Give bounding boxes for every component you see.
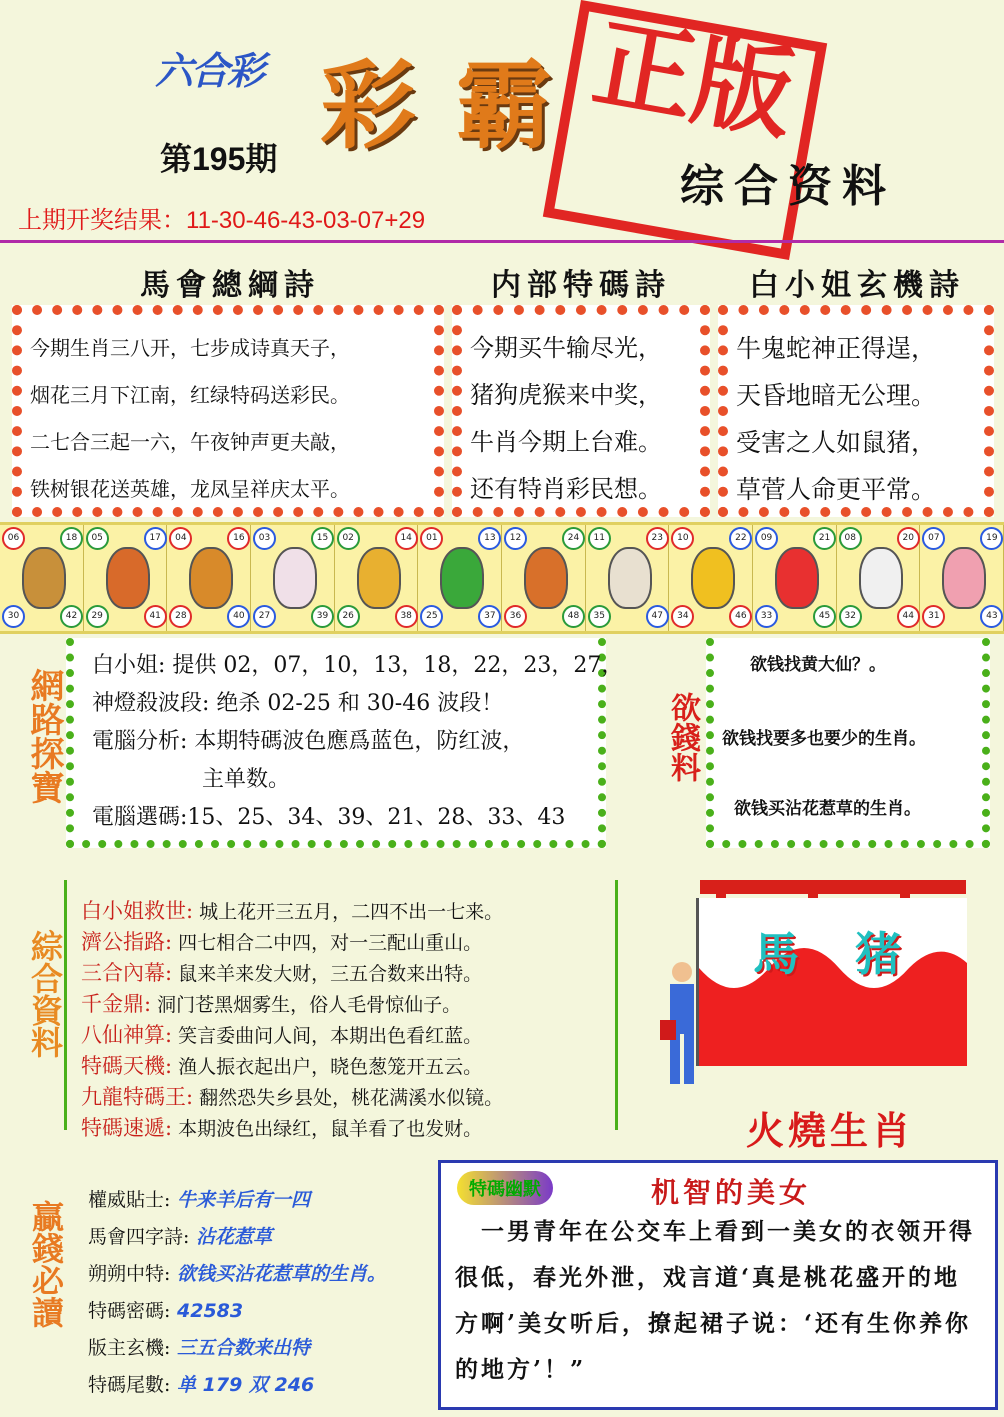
brand-title: 彩霸 xyxy=(320,49,592,162)
poem-box-horse-club xyxy=(12,305,444,517)
number-ball: 02 xyxy=(337,527,360,550)
number-ball: 43 xyxy=(980,605,1003,628)
number-ball: 19 xyxy=(980,527,1003,550)
number-ball: 24 xyxy=(562,527,585,550)
synthetic-key: 濟公指路: xyxy=(81,930,173,954)
number-ball: 10 xyxy=(671,527,694,550)
synthetic-row xyxy=(81,958,503,989)
poem-box-internal xyxy=(452,305,710,517)
zodiac-cell xyxy=(502,525,586,631)
number-ball: 17 xyxy=(144,527,167,550)
poem-line: 牛肖今期上台难。 xyxy=(470,428,662,456)
net-line: 電腦分析: 本期特碼波色應爲蓝色，防红波， xyxy=(92,729,525,754)
zodiac-animal-icon xyxy=(357,547,401,609)
zodiac-cell xyxy=(0,525,84,631)
poem-line: 铁树银花送英雄，龙凤呈祥庆太平。 xyxy=(30,477,350,501)
zodiac-animal-icon xyxy=(942,547,986,609)
net-treasure-box xyxy=(66,638,624,848)
number-ball: 36 xyxy=(504,605,527,628)
poem-line: 草菅人命更平常。 xyxy=(736,475,937,504)
header-divider xyxy=(0,240,1004,243)
win-key: 特碼尾數: xyxy=(88,1374,171,1396)
synthetic-value: 洞门苍黑烟雾生，俗人毛骨惊仙子。 xyxy=(151,994,462,1016)
number-ball: 33 xyxy=(755,605,778,628)
win-value: 沾花惹草 xyxy=(189,1226,273,1248)
net-treasure-label: 網路探寶 xyxy=(24,668,64,804)
zodiac-cell xyxy=(837,525,921,631)
zodiac-animal-icon xyxy=(440,547,484,609)
number-ball: 38 xyxy=(395,605,418,628)
poem-title-mystic: 白小姐玄機詩 xyxy=(749,268,965,303)
win-key: 權威貼士: xyxy=(88,1189,171,1211)
synthetic-value: 渔人振衣起出户，晓色葱笼开五云。 xyxy=(172,1056,483,1078)
zodiac-cell xyxy=(251,525,335,631)
zodiac-cell xyxy=(753,525,837,631)
synthetic-info-box xyxy=(64,880,618,1140)
synthetic-key: 九龍特碼王: xyxy=(81,1085,194,1109)
poem-line: 猪狗虎猴来中奖， xyxy=(470,381,662,409)
poem-line: 还有特肖彩民想。 xyxy=(470,475,662,503)
zodiac-animal-icon xyxy=(273,547,317,609)
synthetic-row xyxy=(81,1113,503,1144)
synthetic-key: 千金鼎: xyxy=(81,992,152,1016)
issue-number: 第195期 xyxy=(160,141,278,177)
synthetic-value: 笑言委曲问人间，本期出色看红蓝。 xyxy=(172,1025,483,1047)
number-ball: 46 xyxy=(729,605,752,628)
zodiac-animal-icon xyxy=(524,547,568,609)
number-ball: 34 xyxy=(671,605,694,628)
number-ball: 09 xyxy=(755,527,778,550)
number-ball: 15 xyxy=(311,527,334,550)
number-ball: 48 xyxy=(562,605,585,628)
zodiac-animal-icon xyxy=(775,547,819,609)
number-ball: 18 xyxy=(60,527,83,550)
synthetic-row xyxy=(81,1082,503,1113)
number-ball: 11 xyxy=(588,527,611,550)
joke-body: 一男青年在公交车上看到一美女的衣领开得很低，春光外泄，戏言道‘真是桃花盛开的地方啊’美女听后，撩起裙子说：‘还有生你养你的地方’！” xyxy=(455,1218,975,1383)
number-ball: 07 xyxy=(922,527,945,550)
number-ball: 01 xyxy=(420,527,443,550)
joke-box xyxy=(438,1160,998,1410)
number-ball: 32 xyxy=(839,605,862,628)
number-ball: 45 xyxy=(813,605,836,628)
synthetic-key: 八仙神算: xyxy=(81,1023,173,1047)
win-row xyxy=(88,1182,386,1219)
synthetic-value: 本期波色出绿红，鼠羊看了也发财。 xyxy=(172,1118,483,1140)
number-ball: 06 xyxy=(2,527,25,550)
number-ball: 22 xyxy=(729,527,752,550)
number-ball: 31 xyxy=(922,605,945,628)
zodiac-animal-icon xyxy=(691,547,735,609)
synthetic-key: 白小姐救世: xyxy=(81,899,194,923)
number-ball: 29 xyxy=(86,605,109,628)
stamp-text: 正版 xyxy=(585,3,803,155)
poem-line: 受害之人如鼠猪， xyxy=(736,428,937,457)
money-line: 欲钱买沾花惹草的生肖。 xyxy=(734,799,921,819)
synthetic-row xyxy=(81,989,503,1020)
win-key: 朔朔中特: xyxy=(88,1263,171,1285)
number-ball: 16 xyxy=(227,527,250,550)
synthetic-value: 翻然恐失乡县处，桃花满溪水似镜。 xyxy=(193,1087,504,1109)
win-row xyxy=(88,1293,386,1330)
last-draw-result: 上期开奖结果：11-30-46-43-03-07+29 xyxy=(18,207,426,234)
zodiac-animal-icon xyxy=(106,547,150,609)
number-ball: 08 xyxy=(839,527,862,550)
synthetic-value: 鼠来羊来发大财，三五合数来出特。 xyxy=(172,963,483,985)
net-line: 神燈殺波段: 绝杀 02-25 和 30-46 波段！ xyxy=(92,691,504,716)
net-line: 主单数。 xyxy=(202,767,291,792)
money-box xyxy=(706,638,990,848)
win-value: 三五合数来出特 xyxy=(170,1337,311,1359)
synthetic-key: 三合內幕: xyxy=(81,961,173,985)
number-ball: 20 xyxy=(897,527,920,550)
win-value: 欲钱买沾花惹草的生肖。 xyxy=(170,1263,387,1285)
joke-title: 机智的美女 xyxy=(651,1176,812,1209)
number-ball: 25 xyxy=(420,605,443,628)
zodiac-cell xyxy=(335,525,419,631)
poem-title-internal: 内部特碼詩 xyxy=(491,268,671,303)
painting-top-rail xyxy=(700,880,966,894)
number-ball: 05 xyxy=(86,527,109,550)
number-ball: 03 xyxy=(253,527,276,550)
synthetic-row xyxy=(81,927,503,958)
synthetic-value: 四七相合二中四，对一三配山重山。 xyxy=(172,932,483,954)
number-ball: 47 xyxy=(646,605,669,628)
money-label: 欲錢料 xyxy=(665,692,700,782)
joke-tag: 特碼幽默 xyxy=(457,1171,553,1205)
win-value: 42583 xyxy=(170,1300,244,1322)
win-key: 特碼密碼: xyxy=(88,1300,171,1322)
win-label: 贏錢必讀 xyxy=(27,1200,65,1328)
poem-line: 今期买牛输尽光， xyxy=(470,334,662,362)
painter-figure xyxy=(660,960,700,1100)
win-value: 牛来羊后有一四 xyxy=(170,1189,311,1211)
number-ball: 12 xyxy=(504,527,527,550)
zodiac-cell xyxy=(669,525,753,631)
zodiac-cell xyxy=(167,525,251,631)
poem-line: 天昏地暗无公理。 xyxy=(736,381,937,410)
number-ball: 42 xyxy=(60,605,83,628)
brand-small: 六合彩 xyxy=(155,49,264,93)
zodiac-animal-icon xyxy=(608,547,652,609)
number-ball: 27 xyxy=(253,605,276,628)
zodiac-animal-icon xyxy=(859,547,903,609)
number-ball: 26 xyxy=(337,605,360,628)
number-ball: 44 xyxy=(897,605,920,628)
poem-line: 今期生肖三八开，七步成诗真天子， xyxy=(30,336,350,360)
win-row xyxy=(88,1256,386,1293)
money-line: 欲钱找要多也要少的生肖。 xyxy=(722,729,926,749)
synthetic-info-label: 綜合資料 xyxy=(26,930,64,1058)
painting-canvas xyxy=(696,898,967,1066)
net-line: 白小姐: 提供 02，07，10，13，18，22，23，27， xyxy=(92,653,624,678)
poem-line: 牛鬼蛇神正得逞， xyxy=(736,334,937,363)
number-ball: 13 xyxy=(478,527,501,550)
synthetic-key: 特碼速遞: xyxy=(81,1116,173,1140)
money-line: 欲钱找黄大仙？。 xyxy=(750,655,886,675)
subtitle: 综合资料 xyxy=(680,161,896,212)
win-row xyxy=(88,1367,386,1404)
number-ball: 14 xyxy=(395,527,418,550)
number-ball: 41 xyxy=(144,605,167,628)
synthetic-row xyxy=(81,1020,503,1051)
painting-text: 馬 猪 xyxy=(753,927,922,981)
synthetic-value: 城上花开三五月，二四不出一七来。 xyxy=(193,901,504,923)
number-ball: 30 xyxy=(2,605,25,628)
number-ball: 23 xyxy=(646,527,669,550)
zodiac-cell xyxy=(586,525,670,631)
synthetic-key: 特碼天機: xyxy=(81,1054,173,1078)
number-ball: 35 xyxy=(588,605,611,628)
win-value: 单 179 双 246 xyxy=(170,1374,315,1396)
win-row xyxy=(88,1219,386,1256)
synthetic-row xyxy=(81,1051,503,1082)
poem-title-horse-club: 馬會總綱詩 xyxy=(140,268,320,303)
zodiac-animal-icon xyxy=(22,547,66,609)
zodiac-cell xyxy=(920,525,1004,631)
zodiac-animal-icon xyxy=(189,547,233,609)
synthetic-row xyxy=(81,896,503,927)
number-ball: 40 xyxy=(227,605,250,628)
number-ball: 39 xyxy=(311,605,334,628)
win-key: 馬會四字詩: xyxy=(88,1226,190,1248)
zodiac-cell xyxy=(84,525,168,631)
poem-line: 二七合三起一六，午夜钟声更夫敲， xyxy=(30,430,350,454)
zodiac-cell xyxy=(418,525,502,631)
poem-line: 烟花三月下江南，红绿特码送彩民。 xyxy=(30,383,350,407)
win-key: 版主玄機: xyxy=(88,1337,171,1359)
net-line: 電腦選碼:15、25、34、39、21、28、33、43 xyxy=(92,805,566,830)
win-row xyxy=(88,1330,386,1367)
zodiac-strip xyxy=(0,522,1004,634)
number-ball: 28 xyxy=(169,605,192,628)
fire-burn-zodiac: 火燒生肖 xyxy=(746,1108,915,1153)
poem-box-mystic xyxy=(718,305,994,517)
number-ball: 21 xyxy=(813,527,836,550)
number-ball: 04 xyxy=(169,527,192,550)
authentic-stamp xyxy=(543,0,827,260)
number-ball: 37 xyxy=(478,605,501,628)
